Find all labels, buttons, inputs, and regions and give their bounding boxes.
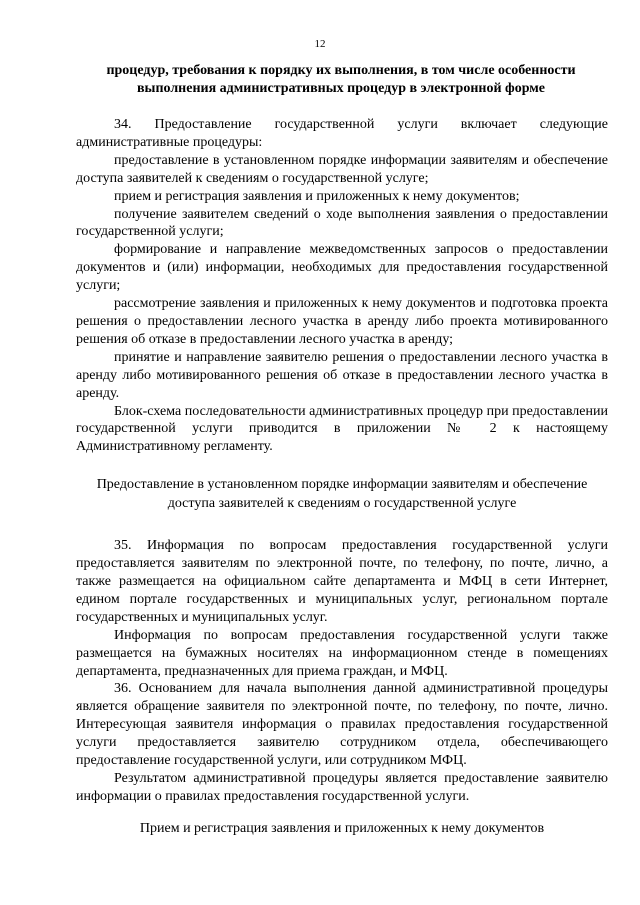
paragraph: формирование и направление межведомственных запросов о предоставлении документов и (или) информации, необходимых для предоставления государственной услуги; bbox=[76, 242, 608, 294]
paragraph: рассмотрение заявления и приложенных к нему документов и подготовка проекта решения о предоставлении лесного участка в аренду либо проекта мотивированного решения об отказе в предоставлении лесного участка в аренду; bbox=[76, 296, 608, 347]
paragraph: предоставление в установленном порядке информации заявителям и обеспечение доступа заявителей к сведениям о государственной услуге; bbox=[76, 152, 608, 186]
subsection-heading: Предоставление в установленном порядке информации заявителям и обеспечение доступа заявителей к сведениям о государственной услуге bbox=[96, 477, 588, 511]
paragraph: прием и регистрация заявления и приложенных к нему документов; bbox=[114, 188, 520, 204]
paragraph: Блок-схема последовательности административных процедур при предоставлении государственной услуги приводится в приложении № 2 к настоящему Административному регламенту. bbox=[76, 403, 608, 455]
paragraph: 34. Предоставление государственной услуги включает следующие административные процедуры: bbox=[76, 117, 608, 150]
page-number: 12 bbox=[314, 38, 326, 50]
document-body bbox=[76, 116, 608, 838]
paragraph: получение заявителем сведений о ходе выполнения заявления о предоставлении государственной услуги; bbox=[76, 206, 608, 240]
section-heading: процедур, требования к порядку их выполнения, в том числе особенности выполнения административных процедур в электронной форме bbox=[106, 63, 576, 96]
paragraph: 36. Основанием для начала выполнения данной административной процедуры является обращение заявителя по электронной почте, по телефону, по почте, лично. Интересующая заявителя информация о правилах предоставления государственной услуги предоставляется заявителю сотрудником отдела, обеспечивающего предоставление государственной услуги, или сотрудником МФЦ. bbox=[76, 681, 608, 769]
subsection-heading: Прием и регистрация заявления и приложенных к нему документов bbox=[139, 820, 545, 836]
paragraph: принятие и направление заявителю решения о предоставлении лесного участка в аренду либо мотивированного решения об отказе в предоставлении лесного участка в аренду. bbox=[76, 349, 608, 401]
paragraph: Информация по вопросам предоставления государственной услуги также размещается на бумажных носителях на информационном стенде в помещениях департамента, предназначенных для приема граждан, и МФЦ. bbox=[76, 627, 608, 679]
paragraph: 35. Информация по вопросам предоставления государственной услуги предоставляется заявителям по электронной почте, по телефону, по почте, лично, а также размещается на официальном сайте департамента и МФЦ в сети Интернет, едином портале государственных и муниципальных услуг, региональном портале государственных и муниципальных услуг. bbox=[76, 538, 608, 625]
paragraph: Результатом административной процедуры является предоставление заявителю информации о правилах предоставления государственной услуги. bbox=[76, 771, 608, 804]
